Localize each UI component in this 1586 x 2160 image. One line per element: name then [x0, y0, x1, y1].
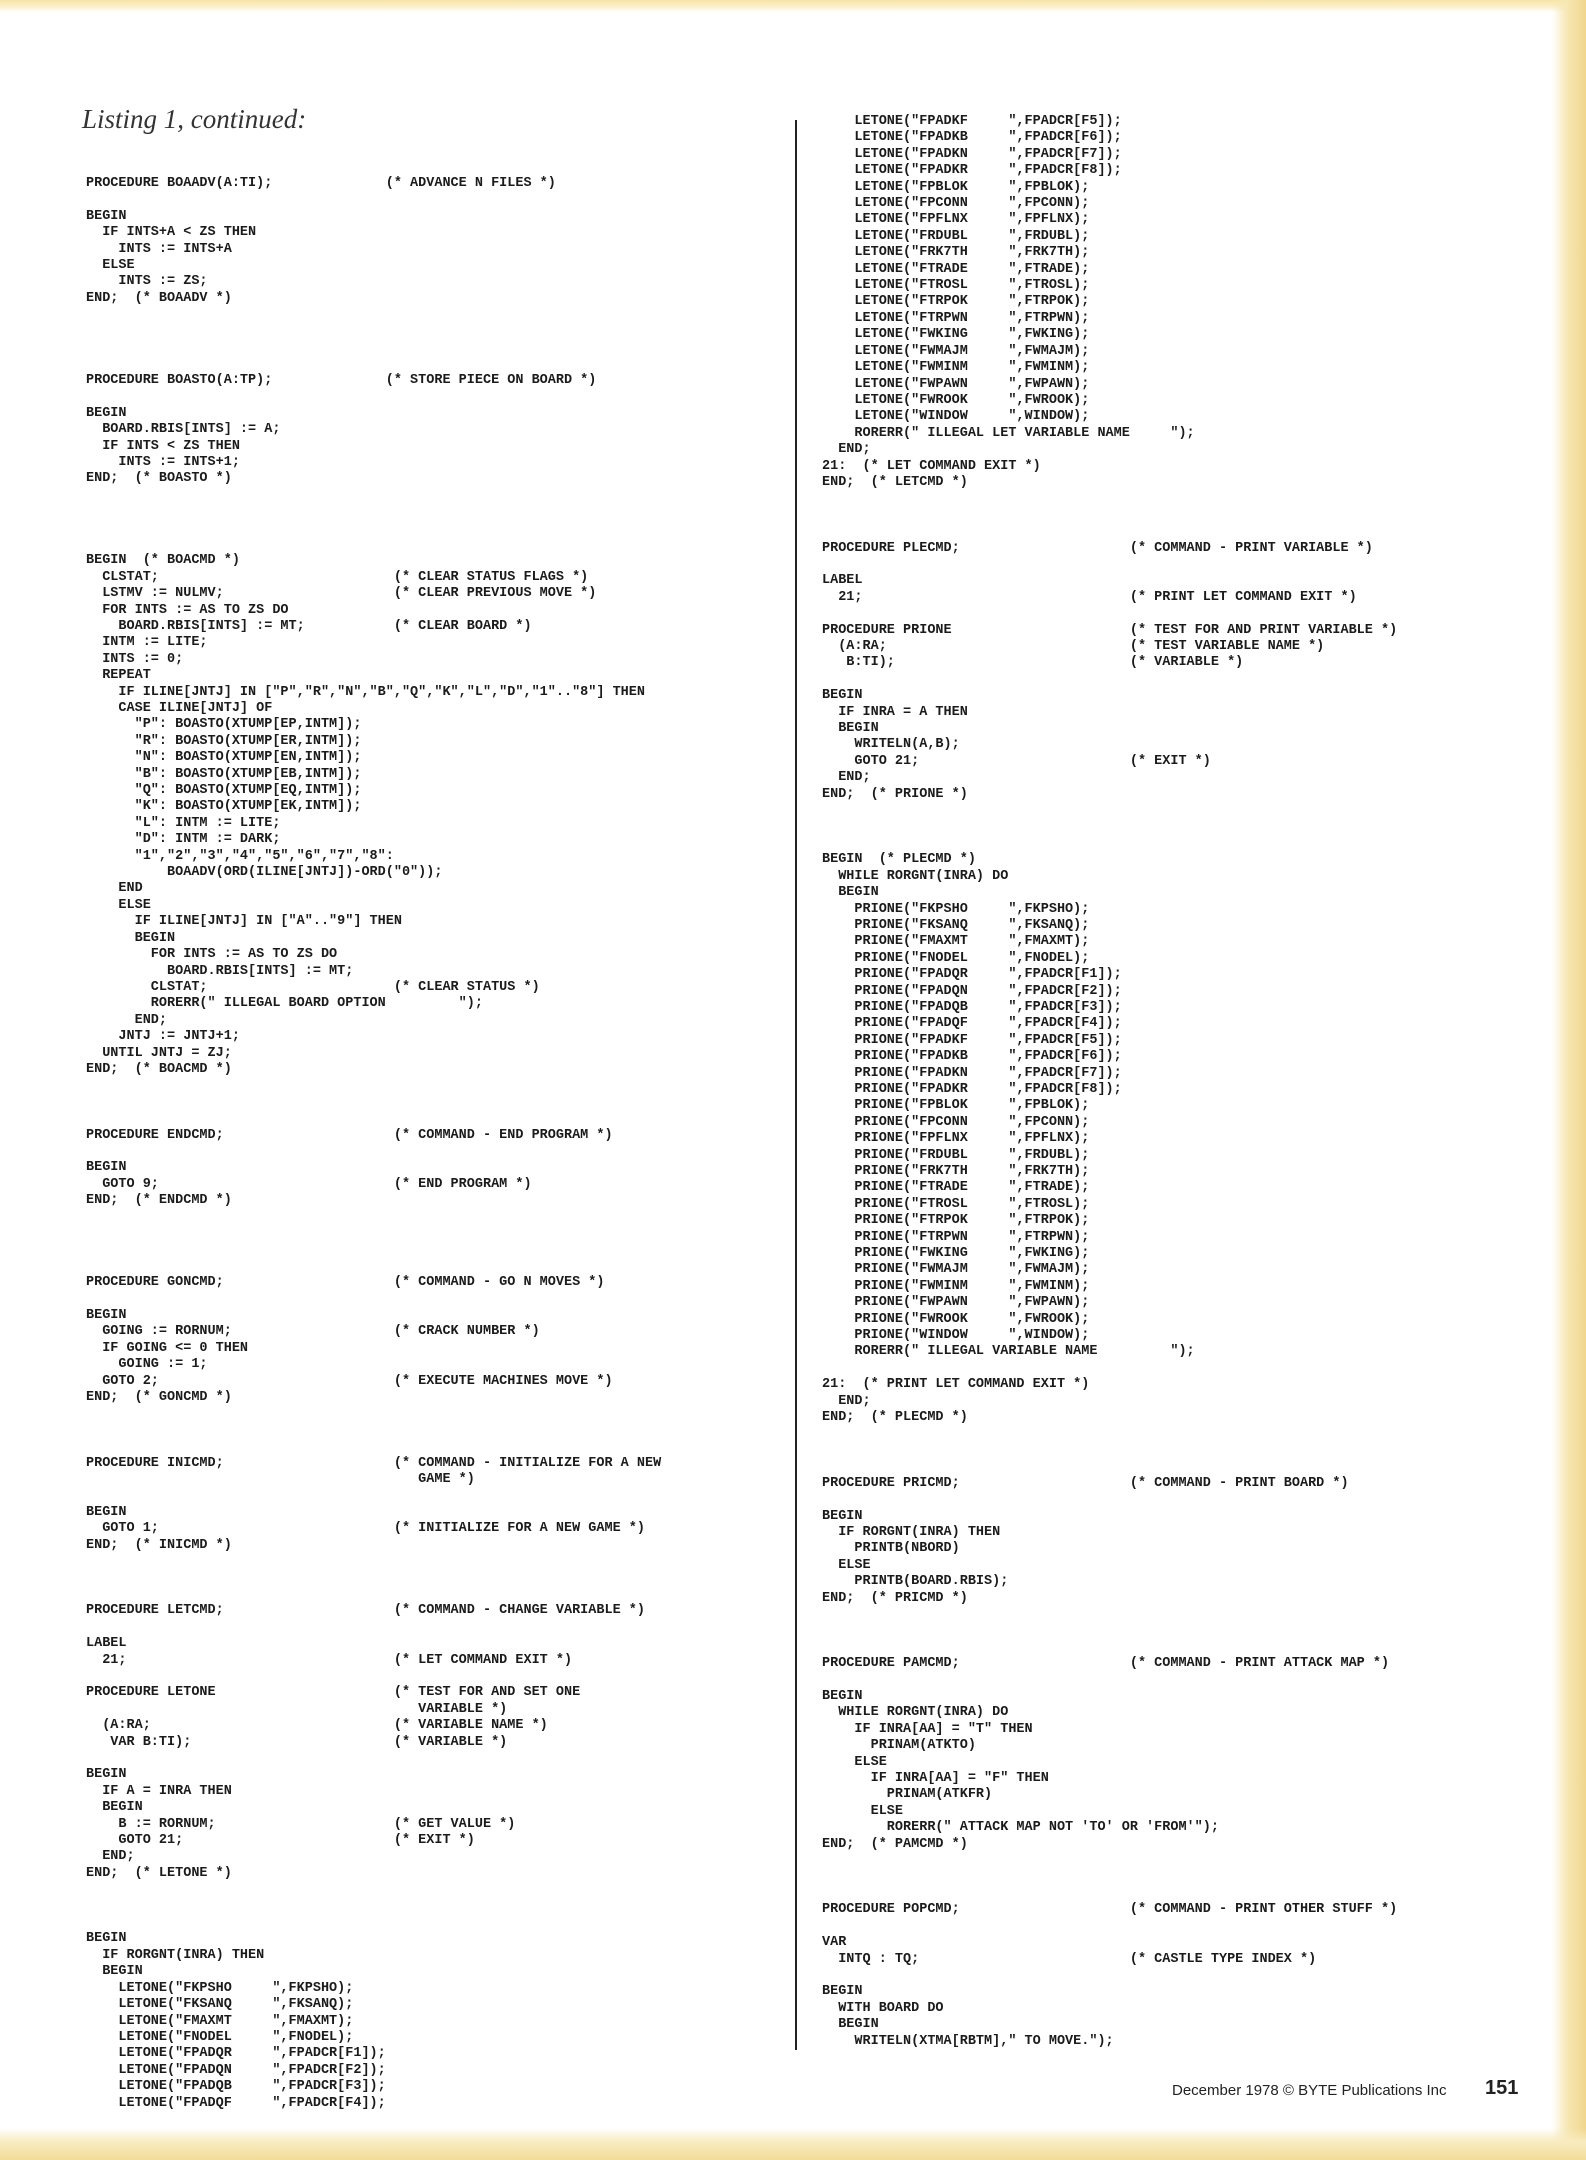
- paper-edge-top: [0, 0, 1586, 12]
- code-column-left: PROCEDURE BOAADV(A:TI); (* ADVANCE N FILES *) BEGIN IF INTS+A < ZS THEN INTS := INTS+A ELSE INTS := ZS; END; (* BOAADV *) PROCEDURE BOASTO(A:TP); (* STORE PIECE ON BOARD *) BEGIN BOARD.RBIS[INTS] := A; IF INTS < ZS THEN INTS := INTS+1; END; (* BOASTO *) BEGIN (* BOACMD *) CLSTAT; (* CLEAR STATUS FLAGS *) LSTMV := NULMV; (* CLEAR PREVIOUS MOVE *) FOR INTS := AS TO ZS DO BOARD.RBIS[INTS] := MT; (* CLEAR BOARD *) INTM := LITE; INTS := 0; REPEAT IF ILINE[JNTJ] IN ["P","R","N","B","Q","K","L","D","1".."8"] THEN CASE ILINE[JNTJ] OF "P": BOASTO(XTUMP[EP,INTM]); "R": BOASTO(XTUMP[ER,INTM]); "N": BOASTO(XTUMP[EN,INTM]); "B": BOASTO(XTUMP[EB,INTM]); "Q": BOASTO(XTUMP[EQ,INTM]); "K": BOASTO(XTUMP[EK,INTM]); "L": INTM := LITE; "D": INTM := DARK; "1","2","3","4","5","6","7","8": BOAADV(ORD(ILINE[JNTJ])-ORD("0")); END ELSE IF ILINE[JNTJ] IN ["A".."9"] THEN BEGIN FOR INTS := AS TO ZS DO BOARD.RBIS[INTS] := MT; CLSTAT; (* CLEAR STATUS *) RORERR(" ILLEGAL BOARD OPTION "); END; JNTJ := JNTJ+1; UNTIL JNTJ = ZJ; END; (* BOACMD *) PROCEDURE ENDCMD; (* COMMAND - END PROGRAM *) BEGIN GOTO 9; (* END PROGRAM *) END; (* ENDCMD *) PROCEDURE GONCMD; (* COMMAND - GO N MOVES *) BEGIN GOING := RORNUM; (* CRACK NUMBER *) IF GOING <= 0 THEN GOING := 1; GOTO 2; (* EXECUTE MACHINES MOVE *) END; (* GONCMD *) PROCEDURE INICMD; (* COMMAND - INITIALIZE FOR A NEW GAME *) BEGIN GOTO 1; (* INITIALIZE FOR A NEW GAME *) END; (* INICMD *) PROCEDURE LETCMD; (* COMMAND - CHANGE VARIABLE *) LABEL 21; (* LET COMMAND EXIT *) PROCEDURE LETONE (* TEST FOR AND SET ONE VARIABLE *) (A:RA; (* VARIABLE NAME *) VAR B:TI); (* VARIABLE *) BEGIN IF A = INRA THEN BEGIN B := RORNUM; (* GET VALUE *) GOTO 21; (* EXIT *) END; END; (* LETONE *) BEGIN IF RORGNT(INRA) THEN BEGIN LETONE("FKPSHO ",FKPSHO); LETONE("FKSANQ ",FKSANQ); LETONE("FMAXMT ",FMAXMT); LETONE("FNODEL ",FNODEL); LETONE("FPADQR ",FPADCR[F1]); LETONE("FPADQN ",FPADCR[F2]); LETONE("FPADQB ",FPADCR[F3]); LETONE("FPADQF ",FPADCR[F4]);: [86, 176, 662, 2111]
- footer-credit: December 1978 © BYTE Publications Inc: [1172, 2082, 1447, 2099]
- column-divider: [795, 120, 797, 2050]
- code-column-right: LETONE("FPADKF ",FPADCR[F5]); LETONE("FPADKB ",FPADCR[F6]); LETONE("FPADKN ",FPADCR[F7]); LETONE("FPADKR ",FPADCR[F8]); LETONE("FPBLOK ",FPBLOK); LETONE("FPCONN ",FPCONN); LETONE("FPFLNX ",FPFLNX); LETONE("FRDUBL ",FRDUBL); LETONE("FRK7TH ",FRK7TH); LETONE("FTRADE ",FTRADE); LETONE("FTROSL ",FTROSL); LETONE("FTRPOK ",FTRPOK); LETONE("FTRPWN ",FTRPWN); LETONE("FWKING ",FWKING); LETONE("FWMAJM ",FWMAJM); LETONE("FWMINM ",FWMINM); LETONE("FWPAWN ",FWPAWN); LETONE("FWROOK ",FWROOK); LETONE("WINDOW ",WINDOW); RORERR(" ILLEGAL LET VARIABLE NAME "); END; 21: (* LET COMMAND EXIT *) END; (* LETCMD *) PROCEDURE PLECMD; (* COMMAND - PRINT VARIABLE *) LABEL 21; (* PRINT LET COMMAND EXIT *) PROCEDURE PRIONE (* TEST FOR AND PRINT VARIABLE *) (A:RA; (* TEST VARIABLE NAME *) B:TI); (* VARIABLE *) BEGIN IF INRA = A THEN BEGIN WRITELN(A,B); GOTO 21; (* EXIT *) END; END; (* PRIONE *) BEGIN (* PLECMD *) WHILE RORGNT(INRA) DO BEGIN PRIONE("FKPSHO ",FKPSHO); PRIONE("FKSANQ ",FKSANQ); PRIONE("FMAXMT ",FMAXMT); PRIONE("FNODEL ",FNODEL); PRIONE("FPADQR ",FPADCR[F1]); PRIONE("FPADQN ",FPADCR[F2]); PRIONE("FPADQB ",FPADCR[F3]); PRIONE("FPADQF ",FPADCR[F4]); PRIONE("FPADKF ",FPADCR[F5]); PRIONE("FPADKB ",FPADCR[F6]); PRIONE("FPADKN ",FPADCR[F7]); PRIONE("FPADKR ",FPADCR[F8]); PRIONE("FPBLOK ",FPBLOK); PRIONE("FPCONN ",FPCONN); PRIONE("FPFLNX ",FPFLNX); PRIONE("FRDUBL ",FRDUBL); PRIONE("FRK7TH ",FRK7TH); PRIONE("FTRADE ",FTRADE); PRIONE("FTROSL ",FTROSL); PRIONE("FTRPOK ",FTRPOK); PRIONE("FTRPWN ",FTRPWN); PRIONE("FWKING ",FWKING); PRIONE("FWMAJM ",FWMAJM); PRIONE("FWMINM ",FWMINM); PRIONE("FWPAWN ",FWPAWN); PRIONE("FWROOK ",FWROOK); PRIONE("WINDOW ",WINDOW); RORERR(" ILLEGAL VARIABLE NAME "); 21: (* PRINT LET COMMAND EXIT *) END; END; (* PLECMD *) PROCEDURE PRICMD; (* COMMAND - PRINT BOARD *) BEGIN IF RORGNT(INRA) THEN PRINTB(NBORD) ELSE PRINTB(BOARD.RBIS); END; (* PRICMD *) PROCEDURE PAMCMD; (* COMMAND - PRINT ATTACK MAP *) BEGIN WHILE RORGNT(INRA) DO IF INRA[AA] = "T" THEN PRINAM(ATKTO) ELSE IF INRA[AA] = "F" THEN PRINAM(ATKFR) ELSE RORERR(" ATTACK MAP NOT 'TO' OR 'FROM'"); END; (* PAMCMD *) PROCEDURE POPCMD; (* COMMAND - PRINT OTHER STUFF *) VAR INTQ : TQ; (* CASTLE TYPE INDEX *) BEGIN WITH BOARD DO BEGIN WRITELN(XTMA[RBTM]," TO MOVE.");: [822, 114, 1398, 2049]
- paper-edge-right: [1552, 0, 1586, 2160]
- paper-edge-bottom: [0, 2128, 1586, 2160]
- listing-heading: Listing 1, continued:: [82, 104, 307, 134]
- page-number: 151: [1485, 2077, 1519, 2099]
